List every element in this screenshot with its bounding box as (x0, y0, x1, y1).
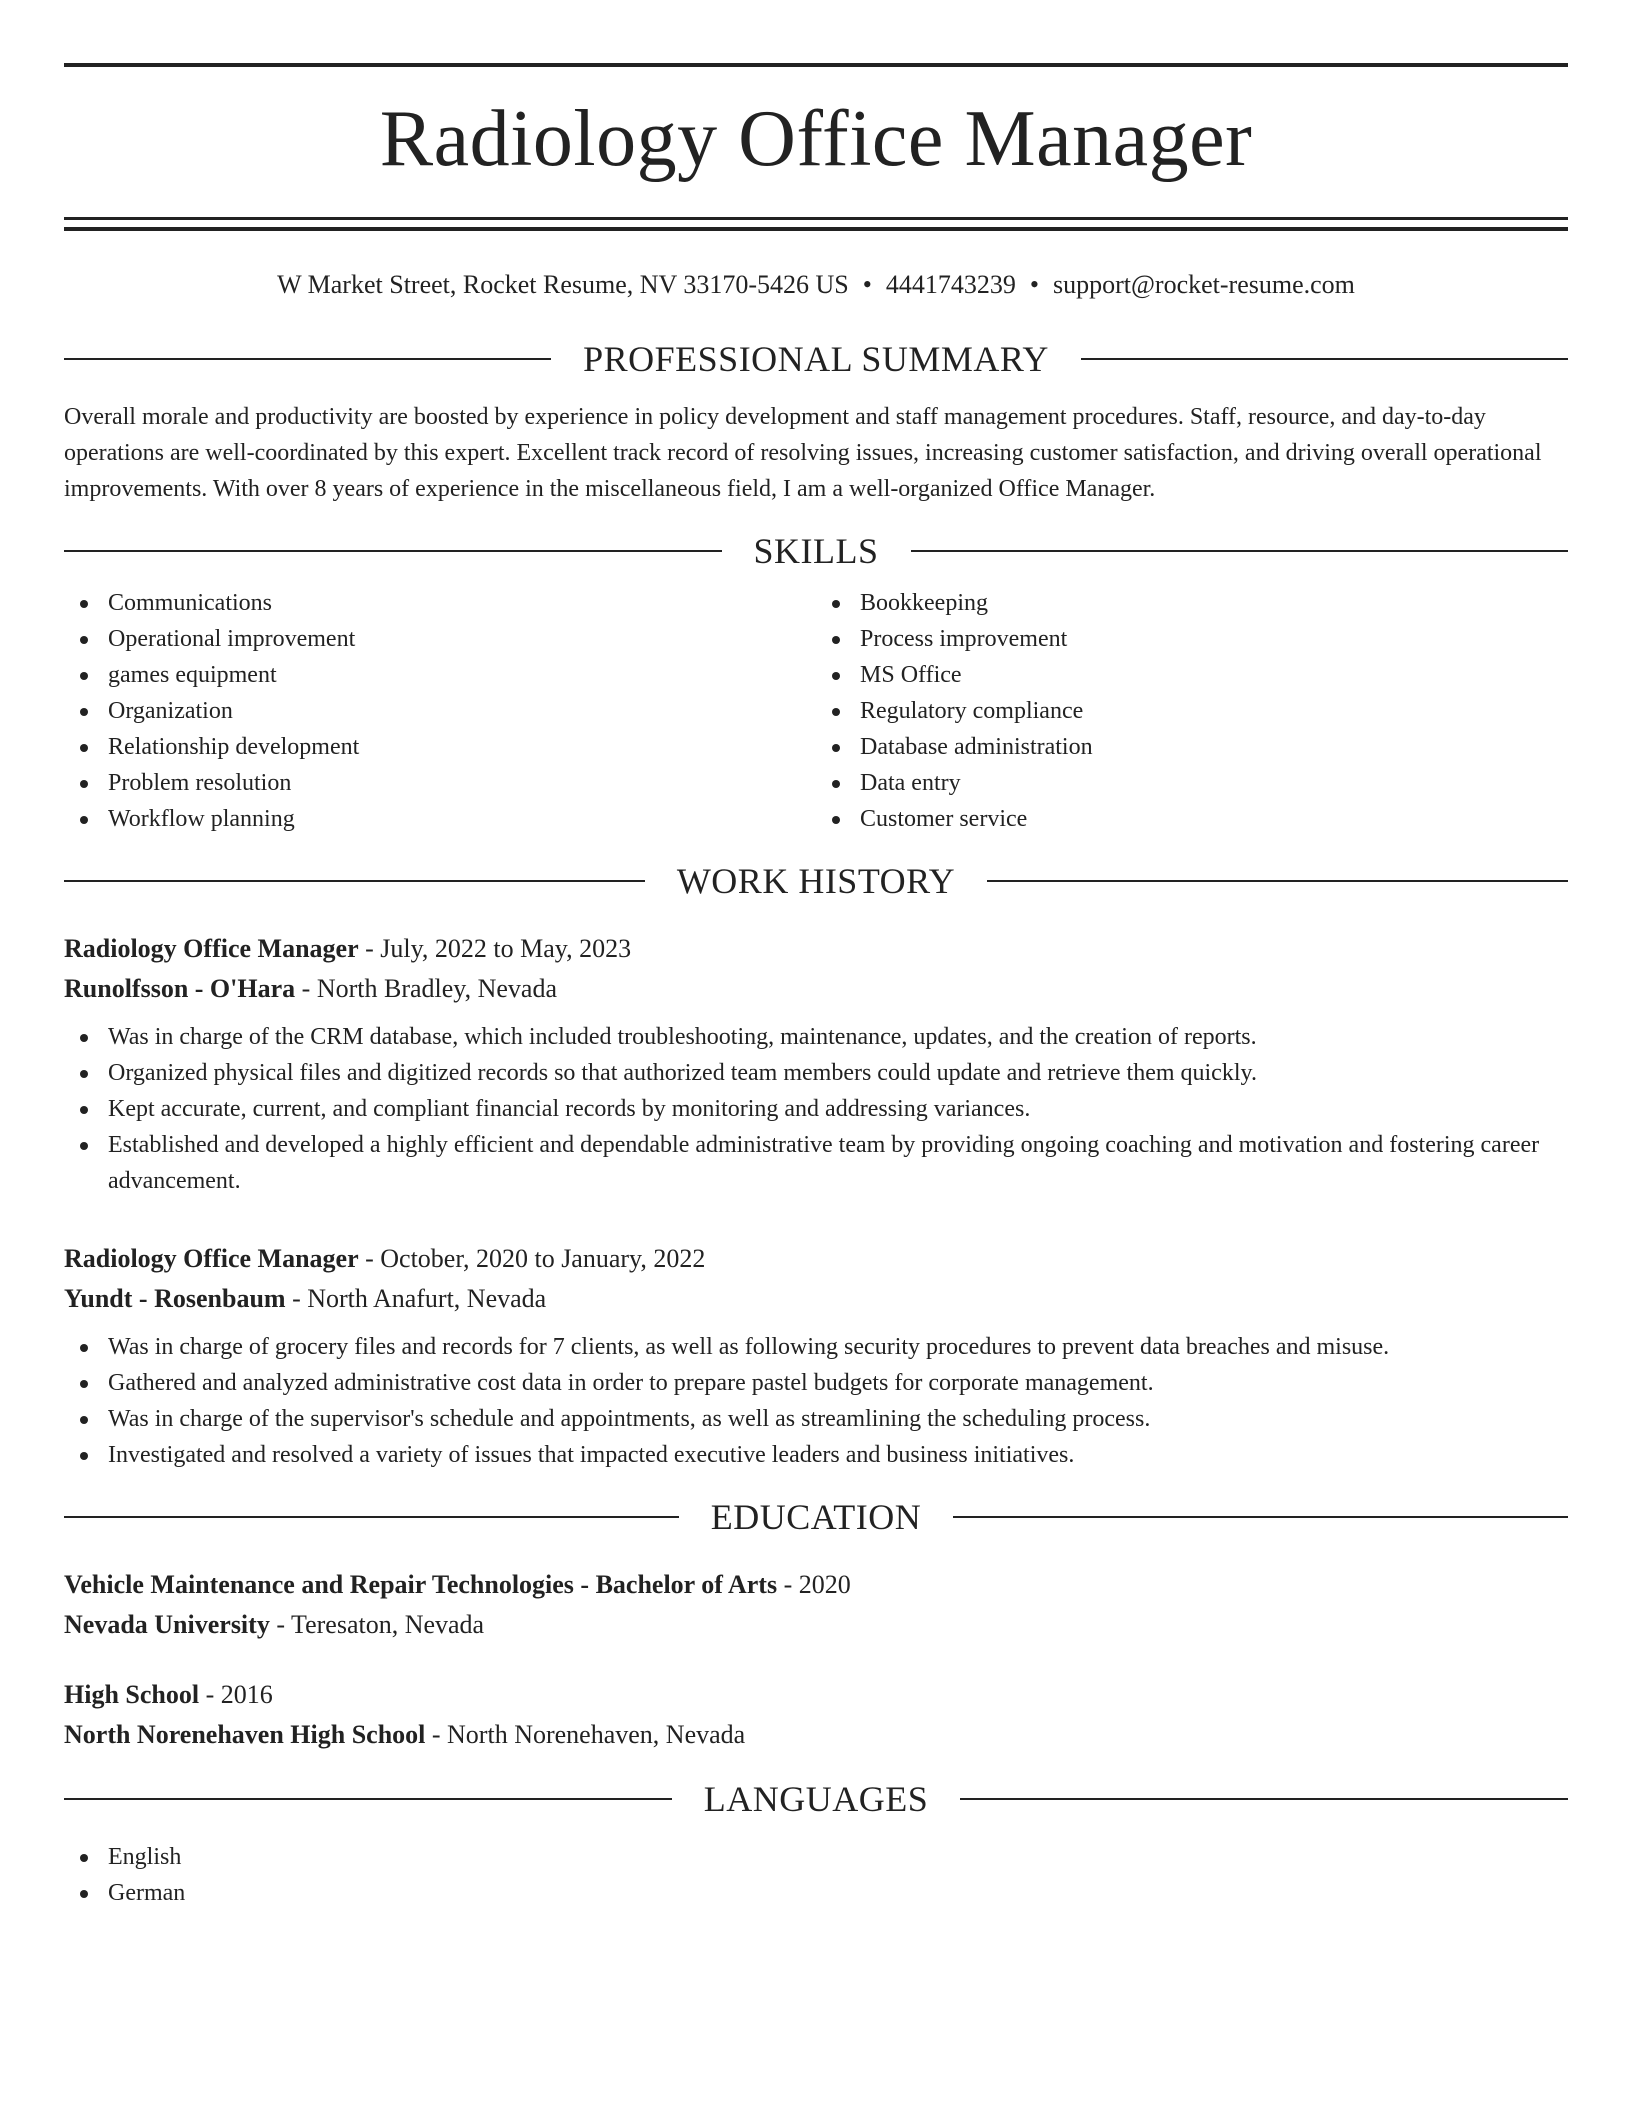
section-heading-work (64, 859, 1568, 903)
duty-item: Organized physical files and digitized records so that authorized team members could update and retrieve them quickly. (64, 1055, 1568, 1091)
divider-line (64, 1798, 672, 1800)
education-location: - Teresaton, Nevada (269, 1610, 485, 1639)
section-title: EDUCATION (710, 1497, 922, 1537)
job-duties (64, 1019, 1568, 1199)
skill-item: Database administration (816, 729, 1568, 765)
divider-line (64, 880, 645, 882)
job-company-line (64, 969, 1568, 1009)
divider-line (64, 550, 722, 552)
section-title: LANGUAGES (703, 1779, 929, 1819)
skills-list-right (816, 585, 1568, 837)
title-double-rule (64, 217, 1568, 231)
job-entry (64, 929, 1568, 1199)
education-school-line (64, 1605, 1568, 1645)
skill-item: Bookkeeping (816, 585, 1568, 621)
job-location: - North Bradley, Nevada (295, 974, 557, 1003)
professional-summary: Overall morale and productivity are boosted by experience in policy development and staff management procedures. Staff, resource, and day-to-day operations are well-coordinated by this expert. Excellent track record of resolving issues, increasing customer satisfaction, and driving overall operational improvements. With over 8 years of experience in the miscellaneous field, I am a well-organized Office Manager. (64, 404, 1542, 502)
language-item: German (64, 1875, 1568, 1911)
education-entry (64, 1565, 1568, 1645)
divider-line (1081, 358, 1568, 360)
section-title: SKILLS (753, 531, 879, 571)
education-degree-line (64, 1675, 1568, 1715)
education-school: North Norenehaven High School (64, 1720, 426, 1749)
education-degree: High School (64, 1680, 200, 1709)
skill-item: Problem resolution (64, 765, 816, 801)
section-heading-summary (64, 337, 1568, 381)
job-company: Yundt - Rosenbaum (64, 1284, 286, 1313)
job-title: Radiology Office Manager (64, 934, 359, 963)
top-rule (64, 63, 1568, 67)
job-duties (64, 1329, 1568, 1473)
languages-list (64, 1839, 1568, 1911)
skill-item: Customer service (816, 801, 1568, 837)
divider-line (987, 880, 1568, 882)
skill-item: Process improvement (816, 621, 1568, 657)
contact-separator: • (862, 270, 872, 299)
duty-item: Was in charge of the supervisor's schedule and appointments, as well as streamlining the scheduling process. (64, 1401, 1568, 1437)
section-heading-education (64, 1495, 1568, 1539)
skill-item: Organization (64, 693, 816, 729)
divider-line (64, 1516, 679, 1518)
skills-grid (64, 585, 1568, 837)
skill-item: Operational improvement (64, 621, 816, 657)
section-heading-skills (64, 529, 1568, 573)
skill-item: Data entry (816, 765, 1568, 801)
education-school: Nevada University (64, 1610, 270, 1639)
skill-item: games equipment (64, 657, 816, 693)
duty-item: Kept accurate, current, and compliant financial records by monitoring and addressing variances. (64, 1091, 1568, 1127)
education-degree-line (64, 1565, 1568, 1605)
divider-line (953, 1516, 1568, 1518)
education-year: - 2016 (199, 1680, 273, 1709)
job-company-line (64, 1279, 1568, 1319)
skills-list-left (64, 585, 816, 837)
contact-line (64, 269, 1568, 301)
duty-item: Was in charge of grocery files and records for 7 clients, as well as following security procedures to prevent data breaches and misuse. (64, 1329, 1568, 1365)
education-entry (64, 1675, 1568, 1755)
resume-title: Radiology Office Manager (379, 95, 1253, 183)
job-entry (64, 1239, 1568, 1473)
job-dates: - July, 2022 to May, 2023 (358, 934, 632, 963)
divider-line (64, 358, 551, 360)
contact-separator: • (1029, 270, 1039, 299)
skill-item: Regulatory compliance (816, 693, 1568, 729)
job-title: Radiology Office Manager (64, 1244, 359, 1273)
skill-item: MS Office (816, 657, 1568, 693)
contact-phone: 4441743239 (885, 270, 1016, 299)
skill-item: Communications (64, 585, 816, 621)
duty-item: Investigated and resolved a variety of issues that impacted executive leaders and business initiatives. (64, 1437, 1568, 1473)
education-location: - North Norenehaven, Nevada (425, 1720, 746, 1749)
education-degree: Vehicle Maintenance and Repair Technologies - Bachelor of Arts (64, 1570, 778, 1599)
job-location: - North Anafurt, Nevada (285, 1284, 547, 1313)
language-item: English (64, 1839, 1568, 1875)
skill-item: Workflow planning (64, 801, 816, 837)
education-school-line (64, 1715, 1568, 1755)
divider-line (960, 1798, 1568, 1800)
job-dates: - October, 2020 to January, 2022 (358, 1244, 706, 1273)
section-heading-languages (64, 1777, 1568, 1821)
duty-item: Established and developed a highly efficient and dependable administrative team by providing ongoing coaching and motivation and fostering career advancement. (64, 1127, 1568, 1199)
contact-address: W Market Street, Rocket Resume, NV 33170-5426 US (277, 270, 849, 299)
duty-item: Gathered and analyzed administrative cost data in order to prepare pastel budgets for corporate management. (64, 1365, 1568, 1401)
section-title: PROFESSIONAL SUMMARY (583, 339, 1049, 379)
skill-item: Relationship development (64, 729, 816, 765)
duty-item: Was in charge of the CRM database, which included troubleshooting, maintenance, updates, and the creation of reports. (64, 1019, 1568, 1055)
job-title-line (64, 1239, 1568, 1279)
section-title: WORK HISTORY (676, 861, 956, 901)
contact-email: support@rocket-resume.com (1052, 270, 1355, 299)
divider-line (911, 550, 1569, 552)
education-year: - 2020 (777, 1570, 851, 1599)
job-company: Runolfsson - O'Hara (64, 974, 296, 1003)
job-title-line (64, 929, 1568, 969)
